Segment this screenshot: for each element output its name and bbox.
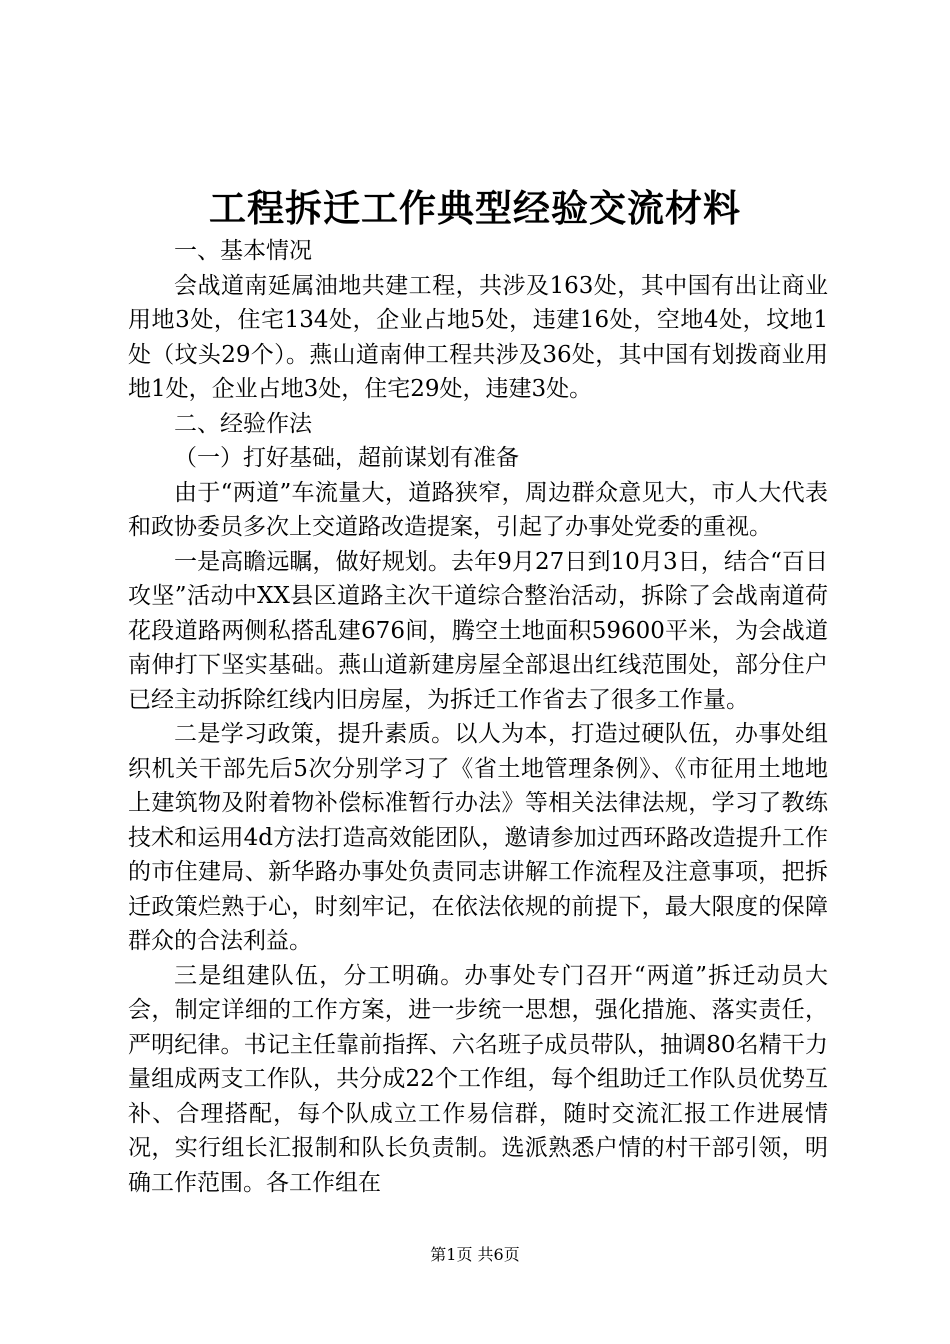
section-heading: 一、基本情况 xyxy=(174,238,312,264)
paragraph: 由于“两道”车流量大，道路狭窄，周边群众意见大，市人大代表和政协委员多次上交道路改造提案，引起了办事处党委的重视。 xyxy=(128,479,828,540)
section-heading: 二、经验作法 xyxy=(174,410,312,437)
paragraph: 二是学习政策，提升素质。以人为本，打造过硬队伍，办事处组织机关干部先后5次分别学习了《省土地管理条例》、《市征用土地地上建筑物及附着物补偿标准暂行办法》等相关法律法规，学习了教练技术和运用4d方法打造高效能团队，邀请参加过西环路改造提升工作的市住建局、新华路办事处负责同志讲解工作流程及注意事项，把拆迁政策烂熟于心，时刻牢记，在依法依规的前提下，最大限度的保障群众的合法利益。 xyxy=(128,721,828,954)
paragraph: 一是高瞻远瞩，做好规划。去年9月27日到10月3日，结合“百日攻坚”活动中XX县区道路主次干道综合整治活动，拆除了会战南道荷花段道路两侧私搭乱建676间，腾空土地面积59600平米，为会战道南伸打下坚实基础。燕山道新建房屋全部退出红线范围处，部分住户已经主动拆除红线内旧房屋，为拆迁工作省去了很多工作量。 xyxy=(128,548,828,713)
page-footer: 第1页 共6页 xyxy=(430,1245,520,1264)
paragraph: 会战道南延属油地共建工程，共涉及163处，其中国有出让商业用地3处，住宅134处，企业占地5处，违建16处，空地4处，坟地1处（坟头29个）。燕山道南伸工程共涉及36处，其中国有划拨商业用地1处，企业占地3处，住宅29处，违建3处。 xyxy=(128,272,828,402)
document-title: 工程拆迁工作典型经验交流材料 xyxy=(209,186,741,230)
paragraph: 三是组建队伍，分工明确。办事处专门召开“两道”拆迁动员大会，制定详细的工作方案，进一步统一思想，强化措施、落实责任，严明纪律。书记主任靠前指挥、六名班子成员带队，抽调80名精干力量组成两支工作队，共分成22个工作组，每个组助迁工作队员优势互补、合理搭配，每个队成立工作易信群，随时交流汇报工作进展情况，实行组长汇报制和队长负责制。选派熟悉户情的村干部引领，明确工作范围。各工作组在 xyxy=(128,962,828,1196)
document-body xyxy=(128,234,828,1200)
subsection-heading: （一）打好基础，超前谋划有准备 xyxy=(174,445,519,471)
